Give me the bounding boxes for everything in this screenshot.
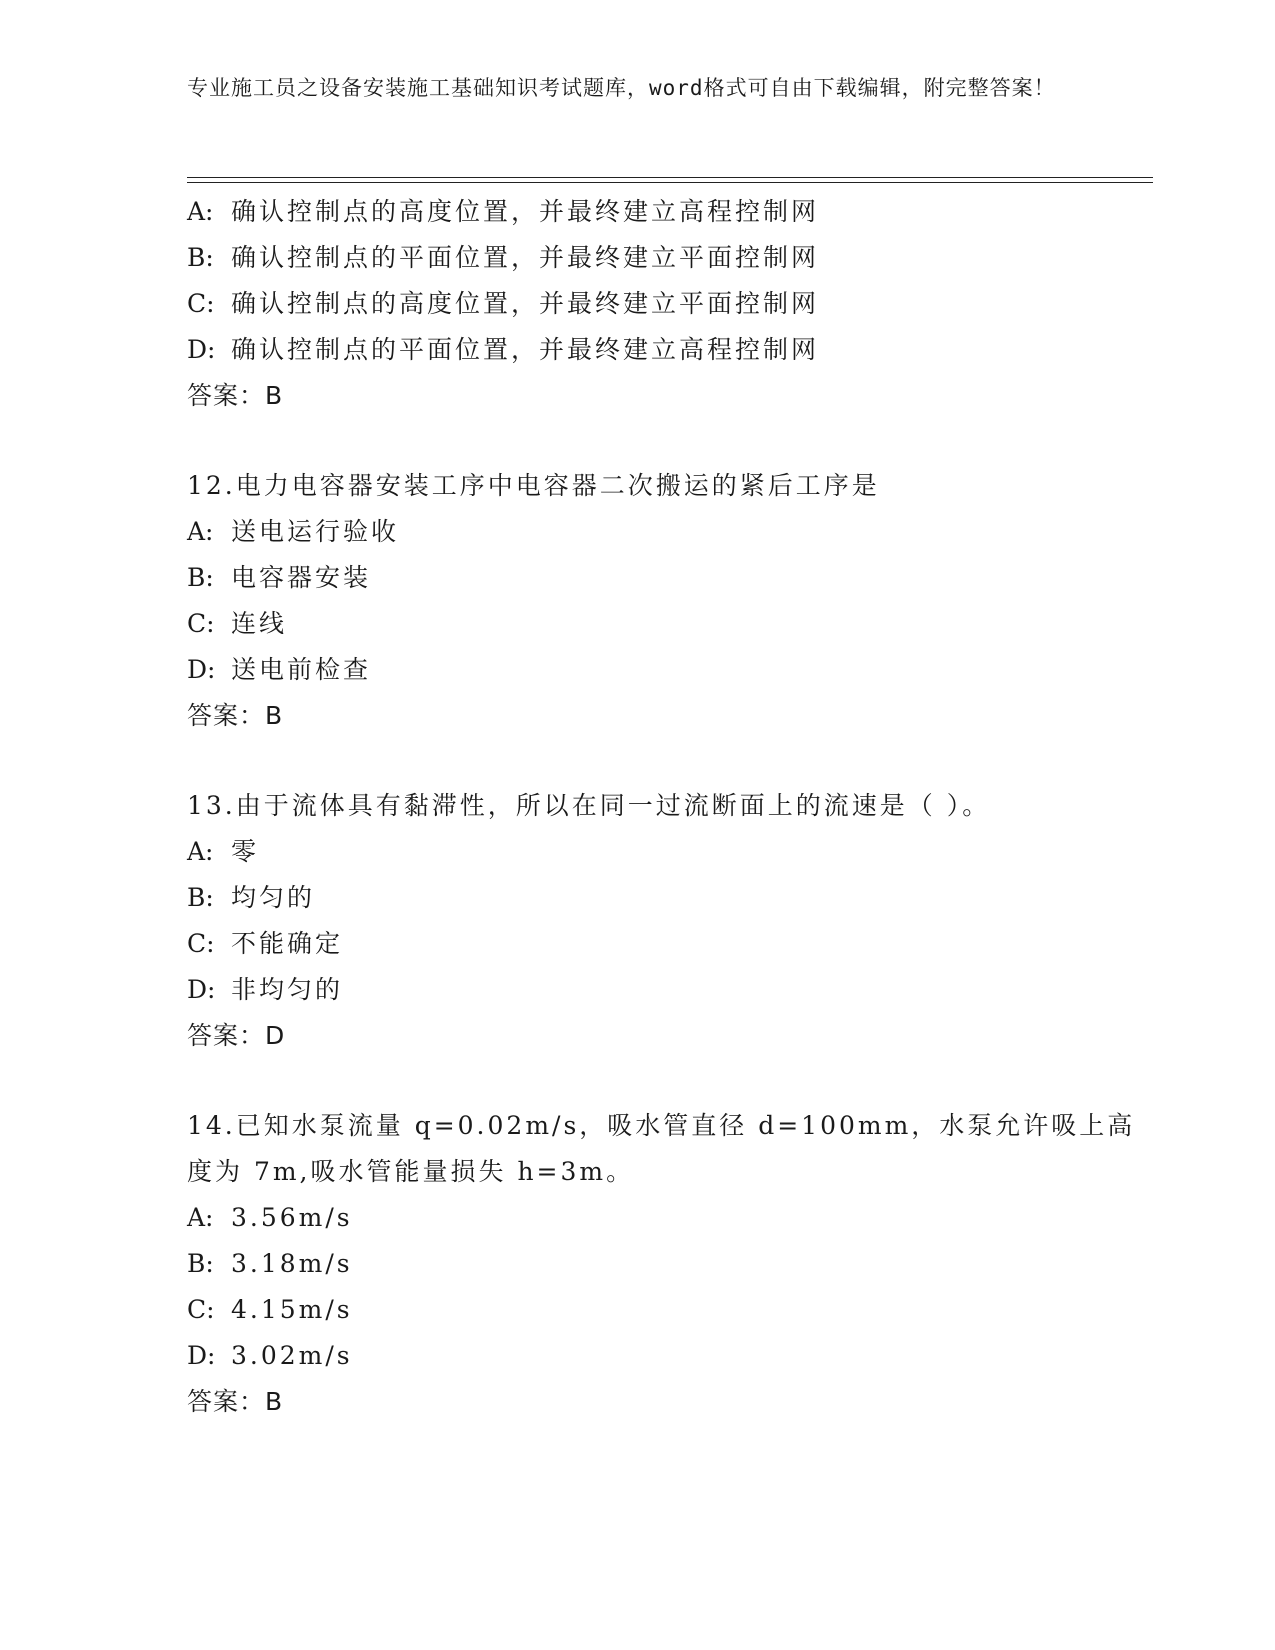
option-letter: C: — [187, 929, 215, 958]
option-letter: D: — [187, 1341, 216, 1370]
option-text: 电容器安装 — [231, 563, 372, 592]
question-13 — [187, 783, 1153, 1059]
option-text: 零 — [231, 837, 260, 866]
option-letter: A: — [187, 197, 214, 226]
option-a — [187, 509, 1153, 555]
option-text: 3.18m/s — [231, 1249, 353, 1278]
option-text: 非均匀的 — [231, 975, 344, 1004]
option-c — [187, 601, 1153, 647]
question-list — [187, 189, 1153, 1425]
option-b — [187, 235, 1153, 281]
option-a — [187, 1195, 1153, 1241]
option-text: 确认控制点的高度位置，并最终建立高程控制网 — [231, 197, 820, 226]
option-text: 送电前检查 — [231, 655, 372, 684]
option-letter: B: — [187, 883, 214, 912]
question-14 — [187, 1103, 1153, 1425]
option-text: 连线 — [231, 609, 288, 638]
answer-line: 答案：B — [187, 381, 284, 410]
option-letter: B: — [187, 1249, 214, 1278]
option-text: 不能确定 — [231, 929, 344, 958]
question-text-line2: 度为 7m,吸水管能量损失 h=3m。 — [187, 1157, 635, 1186]
question-12 — [187, 463, 1153, 739]
question-11 — [187, 189, 1153, 419]
option-c — [187, 1287, 1153, 1333]
option-letter: D: — [187, 975, 216, 1004]
option-letter: C: — [187, 609, 215, 638]
answer-line: 答案：D — [187, 1021, 286, 1050]
question-text-line1: 14.已知水泵流量 q=0.02m/s，吸水管直径 d=100mm，水泵允许吸上高 — [187, 1111, 1136, 1140]
option-letter: A: — [187, 517, 214, 546]
option-letter: C: — [187, 1295, 215, 1324]
option-b — [187, 1241, 1153, 1287]
option-letter: A: — [187, 1203, 214, 1232]
option-d — [187, 327, 1153, 373]
option-letter: B: — [187, 563, 214, 592]
option-letter: A: — [187, 837, 214, 866]
answer-line: 答案：B — [187, 1387, 284, 1416]
option-letter: D: — [187, 655, 216, 684]
option-c — [187, 281, 1153, 327]
option-text: 确认控制点的平面位置，并最终建立平面控制网 — [231, 243, 820, 272]
option-text: 确认控制点的高度位置，并最终建立平面控制网 — [231, 289, 820, 318]
option-text: 3.02m/s — [231, 1341, 353, 1370]
option-d — [187, 1333, 1153, 1379]
document-header: 专业施工员之设备安装施工基础知识考试题库，word格式可自由下载编辑，附完整答案！ — [187, 76, 1056, 100]
option-text: 送电运行验收 — [231, 517, 400, 546]
option-letter: D: — [187, 335, 216, 364]
answer-line: 答案：B — [187, 701, 284, 730]
header-divider-bottom — [187, 182, 1153, 183]
option-c — [187, 921, 1153, 967]
option-letter: C: — [187, 289, 215, 318]
option-a — [187, 829, 1153, 875]
option-b — [187, 555, 1153, 601]
option-text: 3.56m/s — [231, 1203, 353, 1232]
question-text: 12.电力电容器安装工序中电容器二次搬运的紧后工序是 — [187, 471, 880, 500]
option-text: 确认控制点的平面位置，并最终建立高程控制网 — [231, 335, 820, 364]
option-a — [187, 189, 1153, 235]
option-d — [187, 967, 1153, 1013]
option-text: 4.15m/s — [231, 1295, 353, 1324]
option-letter: B: — [187, 243, 214, 272]
question-text: 13.由于流体具有黏滞性，所以在同一过流断面上的流速是（ ）。 — [187, 791, 991, 820]
option-d — [187, 647, 1153, 693]
option-text: 均匀的 — [231, 883, 316, 912]
option-b — [187, 875, 1153, 921]
header-divider-top — [187, 177, 1153, 178]
